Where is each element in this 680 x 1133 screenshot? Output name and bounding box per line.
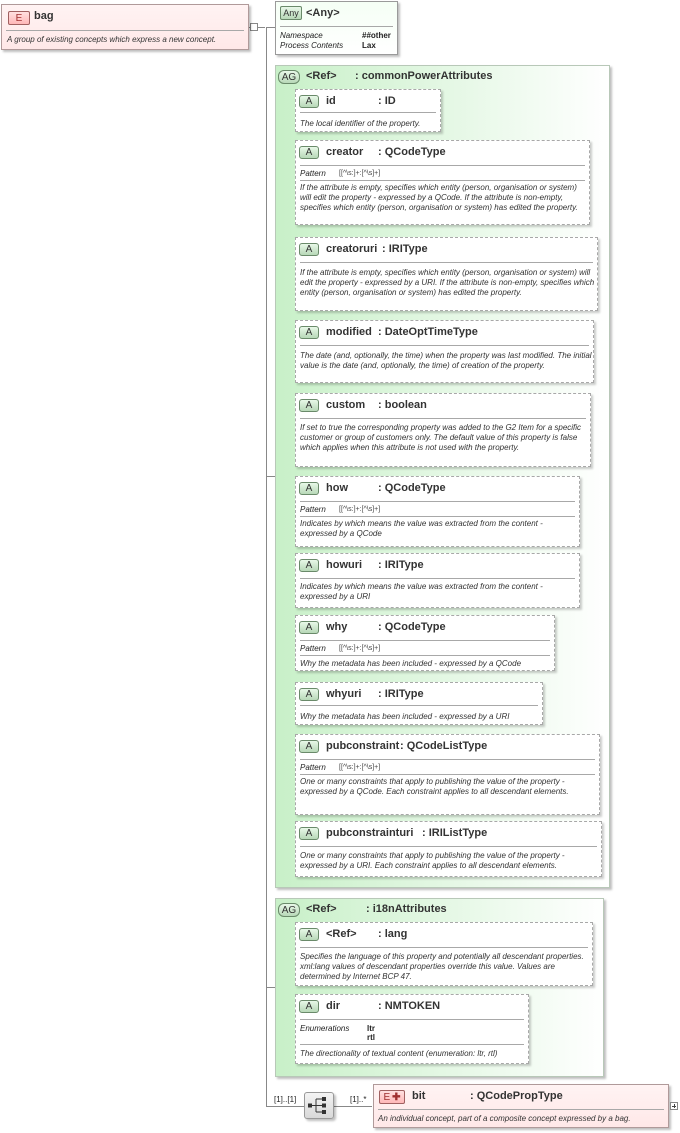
- attribute-description: Specifies the language of this property and potentially all descendant properties. xml:lang values of descendant properties override this value. Values are determined by Internet BCP 47.: [300, 952, 584, 981]
- attribute-group-badge: AG: [278, 70, 300, 84]
- attribute-name: custom: [326, 399, 366, 411]
- attribute-dir[interactable]: [295, 994, 529, 1064]
- attribute-badge: A: [299, 243, 319, 256]
- attribute-type: : QCodeListType: [400, 740, 488, 752]
- any-namespace-label: Namespace: [280, 31, 323, 40]
- attribute-pubconstraint[interactable]: [295, 734, 600, 815]
- attribute-separator: [300, 705, 538, 706]
- element-description: An individual concept, part of a composite concept expressed by a bag.: [378, 1114, 631, 1123]
- connector-sequence: [266, 1106, 304, 1107]
- attribute-separator: [300, 774, 595, 775]
- attribute-type: : IRIType: [382, 243, 428, 255]
- attribute-type: : ID: [378, 95, 396, 107]
- attribute-name: whyuri: [326, 688, 362, 700]
- attribute-enum-value: rtl: [367, 1033, 375, 1042]
- attribute-badge: A: [299, 146, 319, 159]
- attribute-pattern-label: Pattern: [300, 169, 326, 178]
- element-badge: E: [8, 11, 30, 25]
- child-multiplicity: [1]..*: [350, 1095, 367, 1104]
- attribute-description: One or many constraints that apply to publishing the value of the property - expressed by a URI. Each constraint applies to all descendant elements.: [300, 851, 565, 870]
- root-expander[interactable]: [250, 23, 258, 31]
- attribute-separator: [300, 846, 597, 847]
- attribute-type: : NMTOKEN: [378, 1000, 441, 1012]
- attribute-description: Why the metadata has been included - expressed by a QCode: [300, 659, 522, 668]
- attribute-name: modified: [326, 326, 372, 338]
- element-separator: [6, 30, 244, 31]
- element-bag[interactable]: [1, 4, 249, 50]
- attribute-how[interactable]: [295, 476, 580, 547]
- attribute-pattern-label: Pattern: [300, 763, 326, 772]
- attribute-description: The local identifier of the property.: [300, 119, 421, 128]
- attribute-badge: A: [299, 326, 319, 339]
- attribute-badge: A: [299, 827, 319, 840]
- any-namespace-value: ##other: [362, 31, 391, 40]
- attribute-name: id: [326, 95, 336, 107]
- attribute-pattern-label: Pattern: [300, 644, 326, 653]
- attribute-name: dir: [326, 1000, 341, 1012]
- attribute-badge: A: [299, 399, 319, 412]
- any-separator: [280, 26, 393, 27]
- attribute-description: If the attribute is empty, specifies which entity (person, organisation or system) will edit the property - expressed by a URI. If the attribute is non-empty, specifies which entity (person, organisation or system) has edited the property.: [300, 268, 595, 297]
- attribute-separator: [300, 180, 585, 181]
- attribute-pattern-value: [[^\s:]+:[^\s]+]: [339, 506, 381, 513]
- any-process-label: Process Contents: [280, 41, 344, 50]
- attribute-id[interactable]: [295, 89, 441, 132]
- attribute-name: pubconstraint: [326, 740, 400, 752]
- attribute-separator: [300, 1044, 524, 1045]
- element-description: A group of existing concepts which express a new concept.: [7, 35, 217, 44]
- attribute-custom[interactable]: [295, 393, 591, 467]
- element-badge-label: E: [383, 1091, 391, 1103]
- attribute-type: : boolean: [378, 399, 427, 411]
- element-separator: [378, 1109, 664, 1110]
- any-box[interactable]: [275, 1, 398, 55]
- attribute-badge: A: [299, 928, 319, 941]
- attribute-name: howuri: [326, 559, 363, 571]
- any-badge: Any: [280, 6, 302, 20]
- attribute-separator: [300, 655, 550, 656]
- attribute-badge: A: [299, 559, 319, 572]
- attribute-group-name: : i18nAttributes: [366, 903, 447, 915]
- attribute-pattern-value: [[^\s:]+:[^\s]+]: [339, 170, 381, 177]
- attribute-separator: [300, 262, 593, 263]
- attribute-type: : lang: [378, 928, 408, 940]
- attribute-separator: [300, 165, 585, 166]
- attribute-separator: [300, 1019, 524, 1020]
- attribute-name: why: [326, 621, 348, 633]
- attribute-creator[interactable]: [295, 140, 590, 225]
- connector-group1: [266, 476, 275, 477]
- attribute-separator: [300, 501, 575, 502]
- attribute-name: <Ref>: [326, 928, 357, 940]
- element-badge: [379, 1090, 405, 1104]
- attribute-type: : DateOptTimeType: [378, 326, 478, 338]
- attribute-modified[interactable]: [295, 320, 594, 383]
- attribute-description: One or many constraints that apply to publishing the value of the property - expressed by a QCode. Each constraint applies to all descendant elements.: [300, 777, 569, 796]
- attribute-separator: [300, 947, 588, 948]
- attribute-pattern-value: [[^\s:]+:[^\s]+]: [339, 645, 381, 652]
- attribute-pubconstrainturi[interactable]: [295, 821, 602, 877]
- sequence-compositor[interactable]: [304, 1092, 334, 1119]
- any-title: <Any>: [306, 7, 340, 19]
- attribute-type: : QCodeType: [378, 482, 446, 494]
- attribute-separator: [300, 640, 550, 641]
- attribute-pattern-value: [[^\s:]+:[^\s]+]: [339, 764, 381, 771]
- attribute-creatoruri[interactable]: [295, 237, 598, 311]
- attribute-description: Indicates by which means the value was extracted from the content - expressed by a QCode: [300, 519, 543, 538]
- expand-plus-icon: ✚: [392, 1091, 401, 1103]
- connector-group2: [266, 987, 275, 988]
- attribute-why[interactable]: [295, 615, 555, 671]
- child-expander[interactable]: [670, 1102, 678, 1110]
- attribute-separator: [300, 418, 586, 419]
- sequence-icon: [305, 1093, 333, 1118]
- attribute-description: Why the metadata has been included - expressed by a URI: [300, 712, 510, 721]
- attribute-group-badge: AG: [278, 903, 300, 917]
- attribute-badge: A: [299, 688, 319, 701]
- attribute-description: If set to true the corresponding property was added to the G2 Item for a specific customer or group of customers only. The default value of this property is false which applies when this attribute is not used with the property.: [300, 423, 582, 452]
- attribute-name: how: [326, 482, 348, 494]
- element-type: : QCodePropType: [470, 1090, 563, 1102]
- element-bit[interactable]: [373, 1084, 669, 1128]
- connector-any: [266, 27, 275, 28]
- attribute-description: The directionality of textual content (enumeration: ltr, rtl): [300, 1049, 498, 1058]
- attribute-lang[interactable]: [295, 922, 593, 986]
- attribute-badge: A: [299, 621, 319, 634]
- attribute-whyuri[interactable]: [295, 682, 543, 725]
- element-name: bit: [412, 1090, 426, 1102]
- attribute-separator: [300, 345, 589, 346]
- attribute-badge: A: [299, 1000, 319, 1013]
- attribute-group-name: : commonPowerAttributes: [355, 70, 493, 82]
- attribute-separator: [300, 112, 436, 113]
- attribute-type: : QCodeType: [378, 621, 446, 633]
- attribute-badge: A: [299, 740, 319, 753]
- sequence-multiplicity: [1]..[1]: [274, 1095, 297, 1104]
- attribute-description: Indicates by which means the value was extracted from the content - expressed by a URI: [300, 582, 543, 601]
- any-process-value: Lax: [362, 41, 376, 50]
- attribute-type: : IRIType: [378, 559, 424, 571]
- attribute-group-ref: <Ref>: [306, 903, 337, 915]
- attribute-enum-label: Enumerations: [300, 1024, 350, 1033]
- element-name: bag: [34, 10, 54, 22]
- attribute-type: : IRIType: [378, 688, 424, 700]
- attribute-type: : IRIListType: [422, 827, 488, 839]
- attribute-group-ref: <Ref>: [306, 70, 337, 82]
- attribute-name: creatoruri: [326, 243, 378, 255]
- attribute-howuri[interactable]: [295, 553, 580, 608]
- attribute-enum-value: ltr: [367, 1024, 375, 1033]
- attribute-description: If the attribute is empty, specifies which entity (person, organisation or system) will edit the property - expressed by a QCode. If the attribute is non-empty, specifies which entity (person, organisation or system) has edited the property.: [300, 183, 578, 212]
- attribute-separator: [300, 516, 575, 517]
- attribute-badge: A: [299, 95, 319, 108]
- attribute-name: pubconstrainturi: [326, 827, 414, 839]
- attribute-separator: [300, 578, 575, 579]
- connector-child: [334, 1106, 372, 1107]
- attribute-pattern-label: Pattern: [300, 505, 326, 514]
- connector-trunk: [266, 27, 267, 1107]
- attribute-separator: [300, 759, 595, 760]
- attribute-badge: A: [299, 482, 319, 495]
- attribute-type: : QCodeType: [378, 146, 446, 158]
- attribute-name: creator: [326, 146, 364, 158]
- attribute-description: The date (and, optionally, the time) when the property was last modified. The initial value is the date (and, optionally, the time) of creation of the property.: [300, 351, 592, 370]
